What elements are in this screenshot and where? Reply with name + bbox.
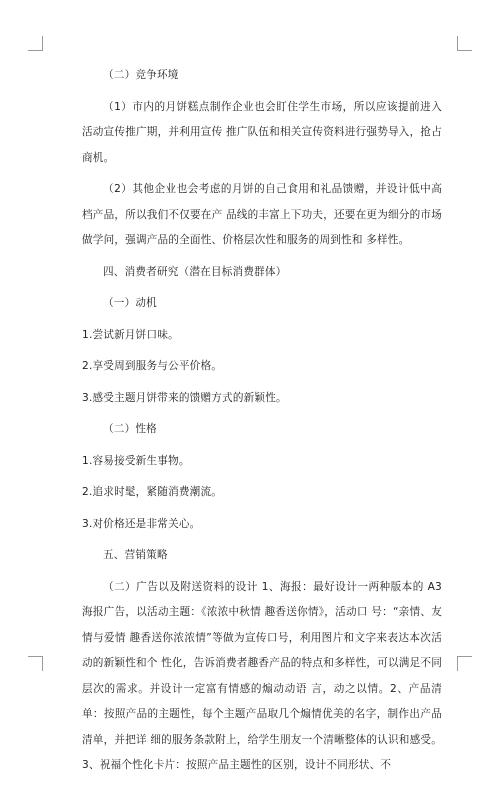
crop-mark-top-right (457, 36, 472, 51)
list-item-personality-1: 1.容易接受新生事物。 (82, 454, 190, 467)
paragraph-competition-2: （2）其他企业也会考虑的月饼的自己食用和礼品馈赠，并设计低中高档产品，所以我们不仅要在产 品线的丰富上下功夫，还要在更为细分的市场做学问，强调产品的全面性、价格层次性和服务的周到性和 多样性。 (82, 183, 442, 246)
crop-mark-bottom-right (457, 656, 472, 671)
paragraph-advertising-design: （二）广告以及附送资料的设计 1、海报：最好设计一两种版本的 A3 海报广告，以活动主题：《浓浓中秋情 趣香送你情》，活动口 号：“亲情、友情与爱情 趣香送你浓浓情”等做为宣传口号，利用图片和文字来表达本次活动的新颖性和个 性化，告诉消费者趣香产品的特点和多样性，可以满足不同层次的需求。并设计一定富有情感的煽动动语 言，动之以情。2、产品清单：按照产品的主题性，每个主题产品取几个煽情优美的名字，制作出产品清单，并把详 细的服务条款附上，给学生朋友一个清晰整体的认识和感受。3、祝福个性化卡片：按照产品主题性的区别，设计不同形状、不 (82, 580, 442, 771)
list-item-motivation-3: 3.感受主题月饼带来的馈赠方式的新颖性。 (82, 391, 287, 404)
crop-mark-top-left (28, 36, 43, 51)
list-item-personality-2: 2.追求时髦，紧随消费潮流。 (82, 486, 223, 498)
section-heading-marketing-strategy: 五、营销策略 (103, 549, 168, 561)
paragraph-competition-1: （1）市内的月饼糕点制作企业也会盯住学生市场，所以应该提前进入活动宣传推广期，并利用宣传 推广队伍和相关宣传资料进行强势导入，抢占商机。 (82, 100, 442, 164)
list-item-personality-3: 3.对价格还是非常关心。 (82, 517, 201, 530)
section-heading-consumer-research: 四、消费者研究（潜在目标消费群体） (103, 265, 287, 278)
document-body (82, 63, 442, 785)
subheading-personality: （二）性格 (103, 423, 157, 435)
crop-mark-bottom-left (28, 656, 43, 671)
subheading-motivation: （一）动机 (103, 297, 157, 309)
section-heading-competition: （二）竞争环境 (103, 69, 179, 81)
list-item-motivation-1: 1.尝试新月饼口味。 (82, 328, 179, 341)
list-item-motivation-2: 2.享受周到服务与公平价格。 (82, 360, 223, 372)
